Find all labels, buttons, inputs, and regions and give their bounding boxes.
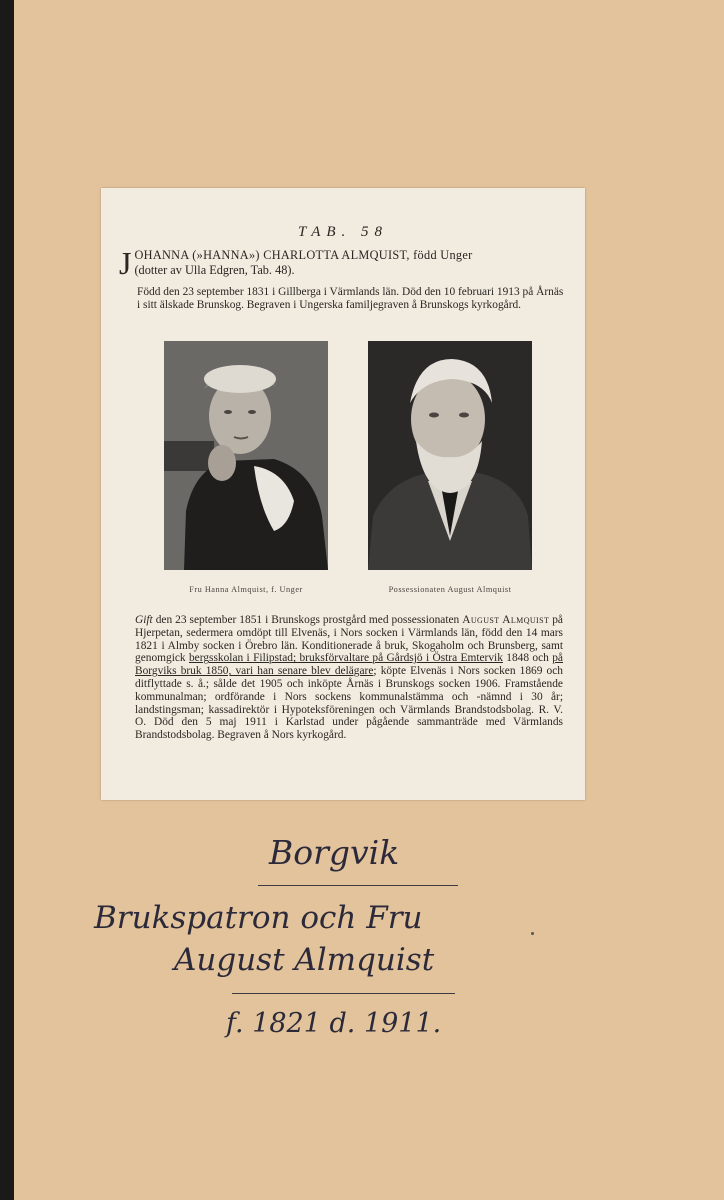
marriage-part-3: 1848 och xyxy=(502,652,553,665)
mounting-board xyxy=(14,0,724,1200)
underlined-phrase-2: på Borgviks bruk 1850, vari han senare blev delägare xyxy=(135,652,563,678)
heading-name: OHANNA (»HANNA») CHARLOTTA ALMQUIST, född Unger xyxy=(134,248,473,262)
marriage-part-4: ; köpte Elvenäs i Nors socken 1869 och ditflyttade s. å.; sålde det 1905 och inköpte Årnäs i Brunskogs socken 1906. Framstående kommunalman; ordförande i Nors sockens kommunalstämma och -nämnd i 30 år; landstingsman; kassadirektör i Hypoteksföreningen och Värmlands Brandstodsbolag. R. V. O. Död den 5 maj 1911 i Karlstad under pågående sammanträde med Värmlands Brandstodsbolag. Begraven å Nors kyrkogård. xyxy=(135,665,563,742)
handwritten-title: Brukspatron och Fru xyxy=(94,900,423,936)
biography-text: Född den 23 september 1831 i Gillberga i Värmlands län. Död den 10 februari 1913 på Årnäs i sitt älskade Brunskog. Begraven i Ungerska familjegraven å Brunskogs kyrkogård. xyxy=(137,286,564,311)
portrait-photo-hanna xyxy=(164,341,328,570)
caption-right: Possessionaten August Almquist xyxy=(388,585,512,594)
gift-word: Gift xyxy=(135,614,153,626)
marriage-text xyxy=(135,614,563,742)
handwritten-rule-1 xyxy=(258,885,458,886)
caption-left: Fru Hanna Almquist, f. Unger xyxy=(189,585,303,594)
handwritten-place: Borgvik xyxy=(269,833,400,872)
drop-cap: J xyxy=(119,245,132,281)
heading xyxy=(119,245,567,281)
handwritten-name: August Almquist xyxy=(174,942,435,978)
tab-title: TAB. 58 xyxy=(297,224,389,240)
marriage-part-2: på Hjerpetan, sedermera omdöpt till Elvenäs, i Nors socken i Värmlands län, född den 14 mars 1821 i Almby socken i Örebro län. Konditionerade å bruk, Skogaholm och Brunsberg, samt genomgick xyxy=(135,614,563,665)
marriage-part-1: den 23 september 1851 i Brunskogs prostgård med possessionaten xyxy=(152,614,463,626)
handwritten-rule-2 xyxy=(232,993,455,994)
portrait-photo-august xyxy=(368,341,532,570)
printed-clipping xyxy=(101,188,585,800)
heading-parent: (dotter av Ulla Edgren, Tab. 48). xyxy=(134,263,295,277)
underlined-phrase-1: bergsskolan i Filipstad; bruksförvaltare på Gårdsjö i Östra Emtervik xyxy=(188,652,503,665)
ink-dot xyxy=(531,932,534,935)
handwritten-dates: f. 1821 d. 1911. xyxy=(226,1008,442,1039)
husband-name: August Almquist xyxy=(462,614,550,626)
